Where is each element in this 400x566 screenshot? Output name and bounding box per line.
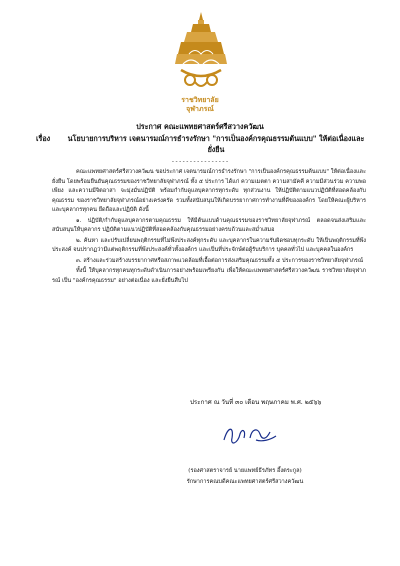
list-item: ๓. สร้างและร่วมสร้างบรรยากาศหรือสภาพแวดล้อมที่เอื้อต่อการส่งเสริมคุณธรรมทั้ง ๕ ประการของราชวิทยาลัยจุฬาภรณ์ xyxy=(76,257,364,264)
announcement-subject xyxy=(36,133,366,155)
closing-paragraph: ทั้งนี้ ให้บุคลากรทุกคนทุกระดับดำเนินการอย่างพร้อมเพรียงกัน เพื่อให้คณะแพทยศาสตร์ศรีสวางควัฒน ราชวิทยาลัยจุฬาภรณ์ เป็น "องค์กรคุณธรรม" อย่างต่อเนื่อง และยั่งยืนสืบไป xyxy=(52,268,366,284)
signer-role: รักษาการคณบดีคณะแพทยศาสตร์ศรีสวางควัฒน xyxy=(186,479,304,485)
list-item: ๑. ปฏิบัติ/กำกับดูแลบุคลากรตามคุณธรรม ให้มีต้นแบบด้านคุณธรรมของราชวิทยาลัยจุฬาภรณ์ ตลอดจนส่งเสริมและสนับสนุนให้บุคลากร ปฏิบัติตามแนวปฏิบัติที่สอดคล้องกับคุณธรรมอย่างครบถ้วนและสม่ำเสมอ xyxy=(52,217,366,233)
logo-line-2: จุฬาภรณ์ xyxy=(186,105,214,113)
announcement-date: ประกาศ ณ วันที่ ๓๐ เดือน พฤษภาคม พ.ศ. ๒๕๖๖ xyxy=(190,399,322,406)
announcement-heading: ประกาศ คณะแพทยศาสตร์ศรีสวางควัฒน xyxy=(136,122,264,131)
announcement-body xyxy=(52,168,366,287)
signature-image xyxy=(220,420,280,450)
subject-text: นโยบายการบริหาร เจตนารมณ์การธำรงรักษา "การเป็นองค์กรคุณธรรมต้นแบบ" ให้ต่อเนื่องและยั่งยืน xyxy=(67,134,365,154)
logo-line-1: ราชวิทยาลัย xyxy=(181,96,219,104)
royal-crest-icon xyxy=(173,10,229,94)
signer-name: (รองศาสตราจารย์ นายแพทย์ธีรภัทร อึ้งตระกูล) xyxy=(188,468,302,474)
subject-label: เรื่อง xyxy=(36,134,51,143)
intro-paragraph: คณะแพทยศาสตร์ศรีสวางควัฒน ขอประกาศ เจตนารมณ์การธำรงรักษา "การเป็นองค์กรคุณธรรมต้นแบบ" ให้ต่อเนื่องและยั่งยืน โดยพร้อมยืนยันคุณธรรมของราชวิทยาลัยจุฬาภรณ์ ทั้ง ๕ ประการ ได้แก่ ความเมตตา ความสามัคคี ความมีส่วนร่วม ความพอเพียง และความมีจิตอาสา จะมุ่งมั่นปฏิบัติ พร้อมกำกับดูแลบุคลากรทุกระดับ ทุกส่วนงาน ให้ปฏิบัติตามแนวปฏิบัติที่สอดคล้องกับคุณธรรม ของราชวิทยาลัยจุฬาภรณ์อย่างเคร่งครัด รวมทั้งสนับสนุนให้เกิดบรรยากาศการทำงานที่ดีขององค์กร โดยให้คณะผู้บริหารและบุคลากรทุกคน ยึดถือและปฏิบัติ ดังนี้ xyxy=(52,169,366,213)
list-item: ๒. ค้นหา และปรับเปลี่ยนพฤติกรรมที่ไม่พึงประสงค์ทุกระดับ และบุคลากรในความรับผิดชอบทุกระดับ ให้เป็นพฤติกรรมที่พึงประสงค์ จนปรากฏว่ามีแต่พฤติกรรมที่พึงประสงค์ทั่วทั้งองค์กร และเป็นที่ประจักษ์ต่อผู้รับบริการ บุคคลทั่วไป และบุคคลในองค์กร xyxy=(52,237,366,253)
divider: ---------------- xyxy=(171,158,229,165)
